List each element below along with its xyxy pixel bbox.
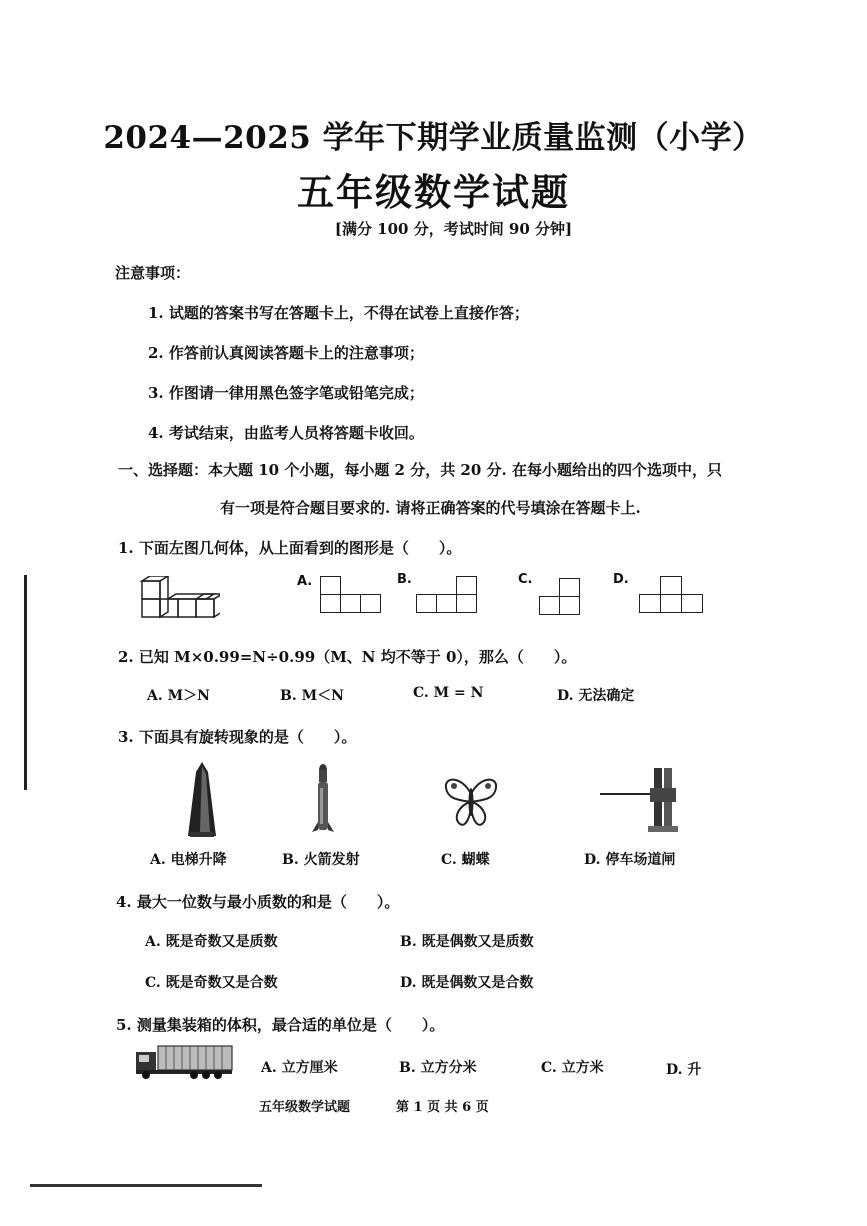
- exam-meta: [满分 100 分，考试时间 90 分钟]: [334, 220, 573, 238]
- question-5-stem: 5. 测量集装箱的体积，最合适的单位是（ ）。: [116, 1016, 445, 1034]
- scan-bottom-mark: [30, 1184, 262, 1187]
- q1-a-cell: [320, 576, 341, 595]
- q1-a-cell: [320, 594, 341, 613]
- rocket-picture: [310, 764, 336, 834]
- elevator-tower-picture: [180, 762, 224, 838]
- q4-option-c: C. 既是奇数又是合数: [145, 975, 278, 991]
- q5-option-c: C. 立方米: [541, 1060, 604, 1076]
- question-2-stem: 2. 已知 M×0.99=N÷0.99（M、N 均不等于 0），那么（ ）。: [118, 648, 577, 666]
- exam-title: 2024—2025 学年下期学业质量监测（小学）: [103, 120, 764, 156]
- note-item: 2. 作答前认真阅读答题卡上的注意事项；: [148, 344, 424, 362]
- section-heading-line2: 有一项是符合题目要求的. 请将正确答案的代号填涂在答题卡上.: [220, 499, 641, 517]
- q1-d-cell: [660, 576, 682, 595]
- q2-option-d: D. 无法确定: [557, 688, 635, 704]
- footer-subject: 五年级数学试题: [259, 1100, 351, 1115]
- q1-option-d-label: D.: [613, 572, 629, 587]
- note-item: 1. 试题的答案书写在答题卡上，不得在试卷上直接作答；: [148, 304, 529, 322]
- q1-b-cell: [456, 594, 477, 613]
- q5-option-b: B. 立方分米: [399, 1060, 477, 1076]
- note-item: 3. 作图请一律用黑色签字笔或铅笔完成；: [148, 384, 424, 402]
- q3-option-c: C. 蝴蝶: [441, 852, 490, 868]
- q1-c-cell: [559, 578, 580, 597]
- q1-c-cell: [559, 596, 580, 615]
- q1-b-cell: [456, 576, 477, 595]
- q1-b-cell: [416, 594, 437, 613]
- question-1-stem: 1. 下面左图几何体，从上面看到的图形是（ ）。: [118, 539, 462, 557]
- q1-a-cell: [340, 594, 361, 613]
- q1-b-cell: [436, 594, 457, 613]
- q1-option-a-label: A.: [297, 574, 313, 589]
- cube-solid-figure: [138, 576, 220, 622]
- q5-option-a: A. 立方厘米: [261, 1060, 338, 1076]
- q2-option-a: A. M＞N: [147, 688, 210, 704]
- q1-option-b-label: B.: [397, 572, 412, 587]
- q4-option-d: D. 既是偶数又是合数: [400, 975, 534, 991]
- exam-subject: 五年级数学试题: [297, 170, 570, 214]
- q5-option-d: D. 升: [666, 1062, 702, 1078]
- q1-d-cell: [681, 594, 703, 613]
- q3-option-d: D. 停车场道闸: [584, 852, 676, 868]
- q4-option-a: A. 既是奇数又是质数: [145, 934, 278, 950]
- q1-c-cell: [539, 596, 560, 615]
- container-truck-picture: [134, 1044, 234, 1080]
- scan-edge-mark: [24, 575, 27, 790]
- q2-option-b: B. M＜N: [280, 688, 344, 704]
- notes-heading: 注意事项：: [115, 264, 191, 282]
- q2-option-c: C. M = N: [413, 685, 484, 701]
- q1-option-c-label: C.: [518, 572, 533, 587]
- q3-option-a: A. 电梯升降: [150, 852, 227, 868]
- parking-gate-picture: [598, 766, 684, 834]
- butterfly-picture: [442, 774, 500, 830]
- note-item: 4. 考试结束，由监考人员将答题卡收回。: [148, 424, 424, 442]
- q4-option-b: B. 既是偶数又是质数: [400, 934, 534, 950]
- question-4-stem: 4. 最大一位数与最小质数的和是（ ）。: [116, 893, 400, 911]
- q3-option-b: B. 火箭发射: [282, 852, 360, 868]
- footer-page-number: 第 1 页 共 6 页: [396, 1100, 489, 1115]
- q1-d-cell: [660, 594, 682, 613]
- question-3-stem: 3. 下面具有旋转现象的是（ ）。: [118, 728, 357, 746]
- q1-d-cell: [639, 594, 661, 613]
- q1-a-cell: [360, 594, 381, 613]
- section-heading: 一、选择题：本大题 10 个小题，每小题 2 分，共 20 分. 在每小题给出的四个选项中，只: [118, 461, 722, 479]
